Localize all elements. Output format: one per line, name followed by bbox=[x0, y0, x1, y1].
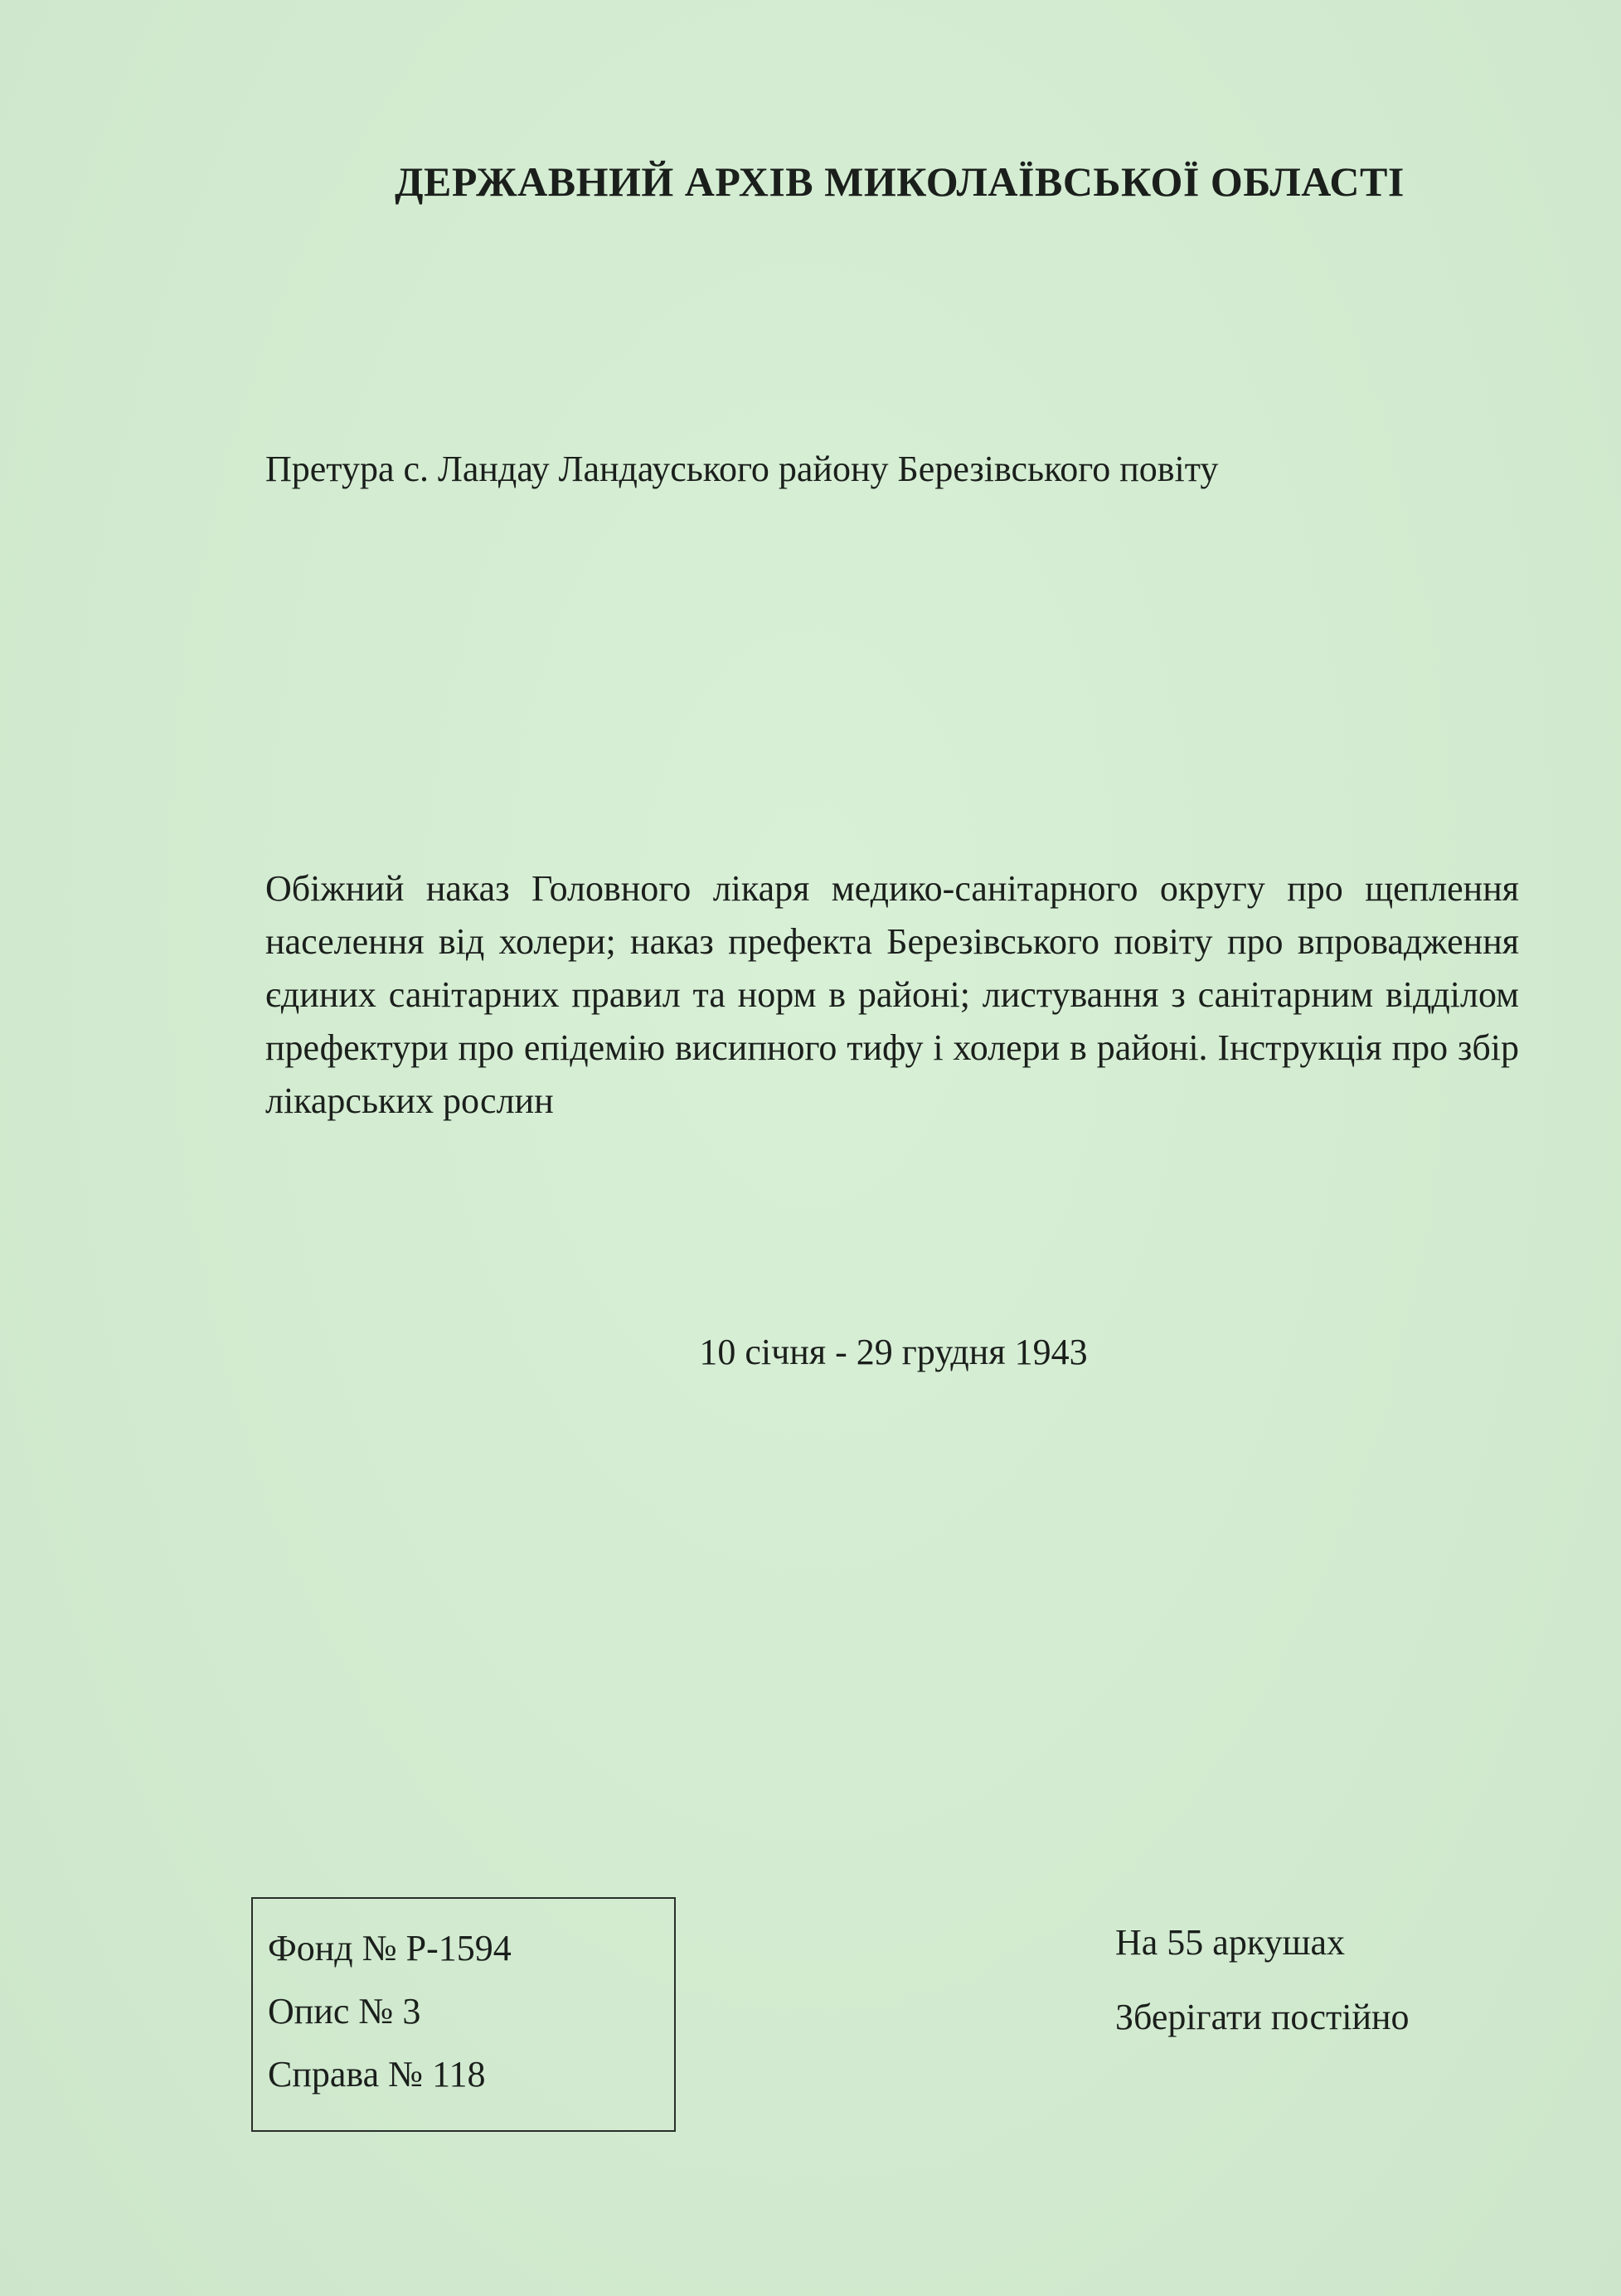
case-dates: 10 січня - 29 грудня 1943 bbox=[699, 1332, 1088, 1372]
archive-reference-box bbox=[251, 1897, 676, 2132]
opys-number: Опис № 3 bbox=[268, 1991, 421, 2031]
sheets-info bbox=[1115, 1905, 1410, 2055]
case-description: Обіжний наказ Головного лікаря медико-санітарного округу про щеплення населення від холери; наказ префекта Березівського повіту про впровадження єдиних санітарних правил та норм в районі; листування з санітарним відділом префектури про епідемію висипного тифу і холери в районі. Інструкція про збір лікарських рослин bbox=[265, 868, 1519, 1121]
sheet-count: На 55 аркушах bbox=[1115, 1922, 1345, 1963]
institution-name: Претура с. Ландау Ландауського району Березівського повіту bbox=[265, 449, 1219, 489]
storage-term: Зберігати постійно bbox=[1115, 1997, 1410, 2037]
fond-number: Фонд № Р-1594 bbox=[268, 1928, 512, 1968]
sprava-number: Справа № 118 bbox=[268, 2054, 486, 2095]
archive-title: ДЕРЖАВНИЙ АРХІВ МИКОЛАЇВСЬКОЇ ОБЛАСТІ bbox=[395, 158, 1405, 205]
